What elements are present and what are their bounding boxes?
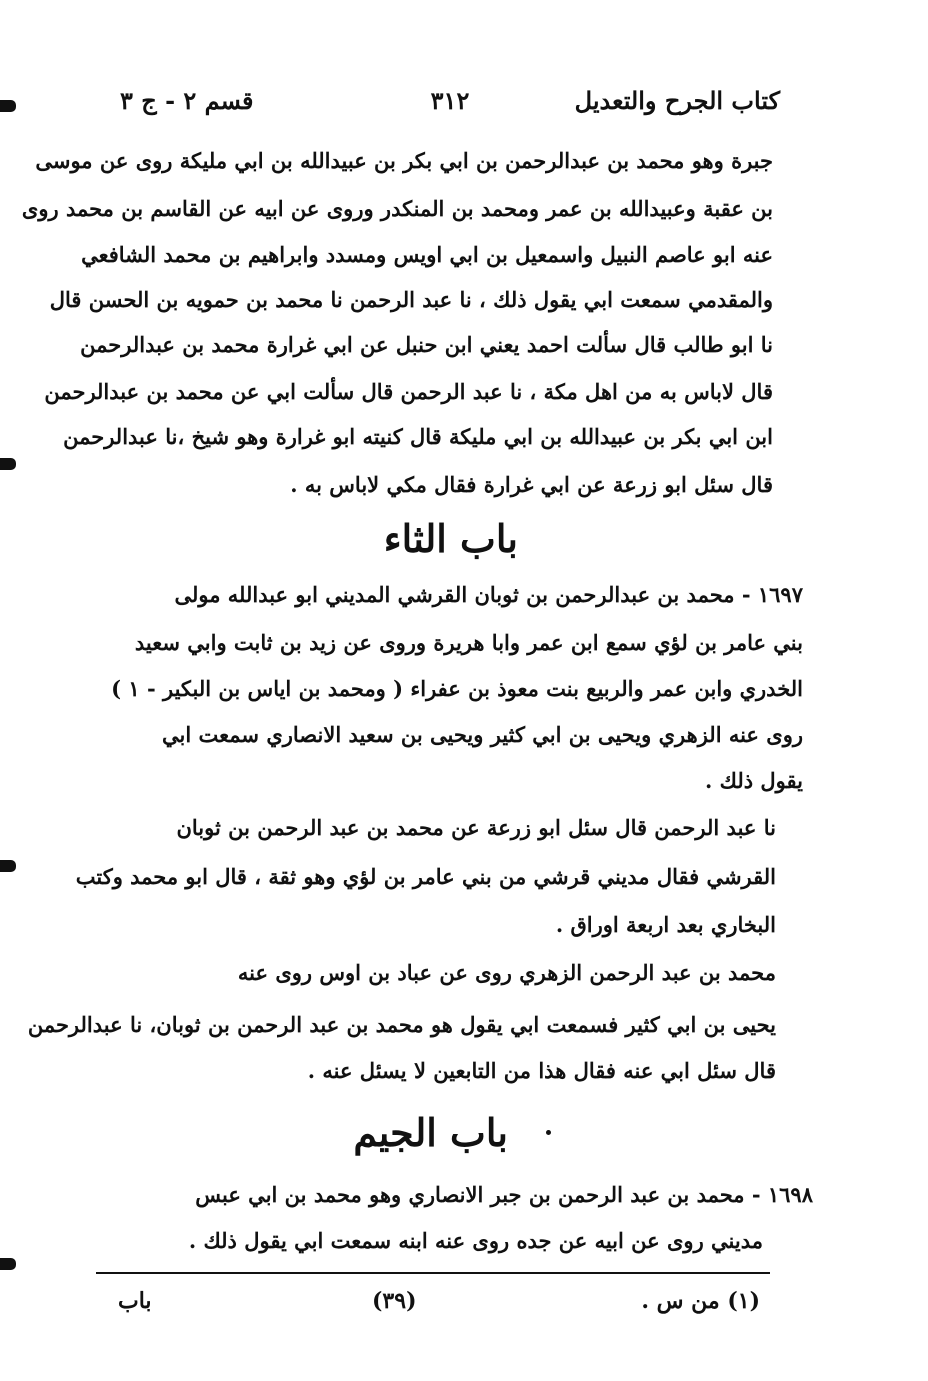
section-heading: باب الجيم <box>353 1110 508 1155</box>
footnote: (١) من س . <box>641 1288 760 1314</box>
text-line: عنه ابو عاصم النبيل واسمعيل بن ابي اويس ومسدد وابراهيم بن محمد الشافعي <box>81 242 773 267</box>
running-header <box>120 86 780 126</box>
section-heading: باب الثاء <box>383 516 518 561</box>
entry-line: ١٦٩٧ - محمد بن عبدالرحمن بن ثوبان القرشي المديني ابو عبدالله مولى <box>174 582 803 607</box>
text-line: نا ابو طالب قال سألت احمد يعني ابن حنبل عن ابي غرارة محمد بن عبدالرحمن <box>80 332 773 357</box>
entry-line: مديني روى عن ابيه عن جده روى عنه ابنه سمعت ابي يقول ذلك . <box>188 1228 763 1253</box>
page-number: ٣١٢ <box>430 86 470 115</box>
text-line: ابن ابي بكر بن عبيدالله بن ابي مليكة قال كنيته ابو غرارة وهو شيخ ،نا عبدالرحمن <box>63 424 773 449</box>
text-line: قال سئل ابي عنه فقال هذا من التابعين لا يسئل عنه . <box>307 1058 776 1083</box>
ornament-dot <box>546 1130 551 1135</box>
text-line: محمد بن عبد الرحمن الزهري روى عن عباد بن اوس روى عنه <box>237 960 776 985</box>
volume-label: قسم ٢ - ج ٣ <box>120 86 254 115</box>
text-line: نا عبد الرحمن قال سئل ابو زرعة عن محمد بن عبد الرحمن بن ثوبان <box>176 815 776 840</box>
binding-mark <box>0 458 16 470</box>
binding-mark <box>0 100 16 112</box>
signature-mark: (٣٩) <box>372 1288 417 1314</box>
footnote-rule <box>96 1272 770 1274</box>
entry-line: الخدري وابن عمر والربيع بنت معوذ بن عفراء ( ومحمد بن اياس بن البكير - ١ ) <box>111 676 803 701</box>
text-line: بن عقبة وعبيدالله بن عمر ومحمد بن المنكدر وروى عن ابيه عن القاسم بن محمد روى <box>21 196 773 221</box>
binding-mark <box>0 1258 16 1270</box>
text-line: قال سئل ابو زرعة عن ابي غرارة فقال مكي لاباس به . <box>290 472 773 497</box>
entry-line: روى عنه الزهري ويحيى بن ابي كثير ويحيى بن سعيد الانصاري سمعت ابي <box>162 722 803 747</box>
text-line: جبرة وهو محمد بن عبدالرحمن بن ابي بكر بن عبيدالله بن ابي مليكة روى عن موسى <box>35 148 773 173</box>
text-line: يحيى بن ابي كثير فسمعت ابي يقول هو محمد بن عبد الرحمن بن ثوبان، نا عبدالرحمن <box>27 1012 776 1037</box>
entry-line: يقول ذلك . <box>705 768 803 793</box>
text-line: قال لاباس به من اهل مكة ، نا عبد الرحمن قال سألت ابي عن محمد بن عبدالرحمن <box>44 379 773 404</box>
text-line: البخاري بعد اربعة اوراق . <box>555 912 776 937</box>
entry-line: ١٦٩٨ - محمد بن عبد الرحمن بن جبر الانصاري وهو محمد بن ابي عبس <box>195 1182 813 1207</box>
entry-line: بني عامر بن لؤي سمع ابن عمر وابا هريرة وروى عن زيد بن ثابت وابي سعيد <box>134 630 803 655</box>
book-title: كتاب الجرح والتعديل <box>574 86 780 115</box>
text-line: والمقدمي سمعت ابي يقول ذلك ، نا عبد الرحمن نا محمد بن حمويه بن الحسن قال <box>49 287 773 312</box>
binding-mark <box>0 860 16 872</box>
catchword: باب <box>118 1288 152 1314</box>
text-line: القرشي فقال مديني قرشي من بني عامر بن لؤي وهو ثقة ، قال ابو محمد وكتب <box>75 864 776 889</box>
